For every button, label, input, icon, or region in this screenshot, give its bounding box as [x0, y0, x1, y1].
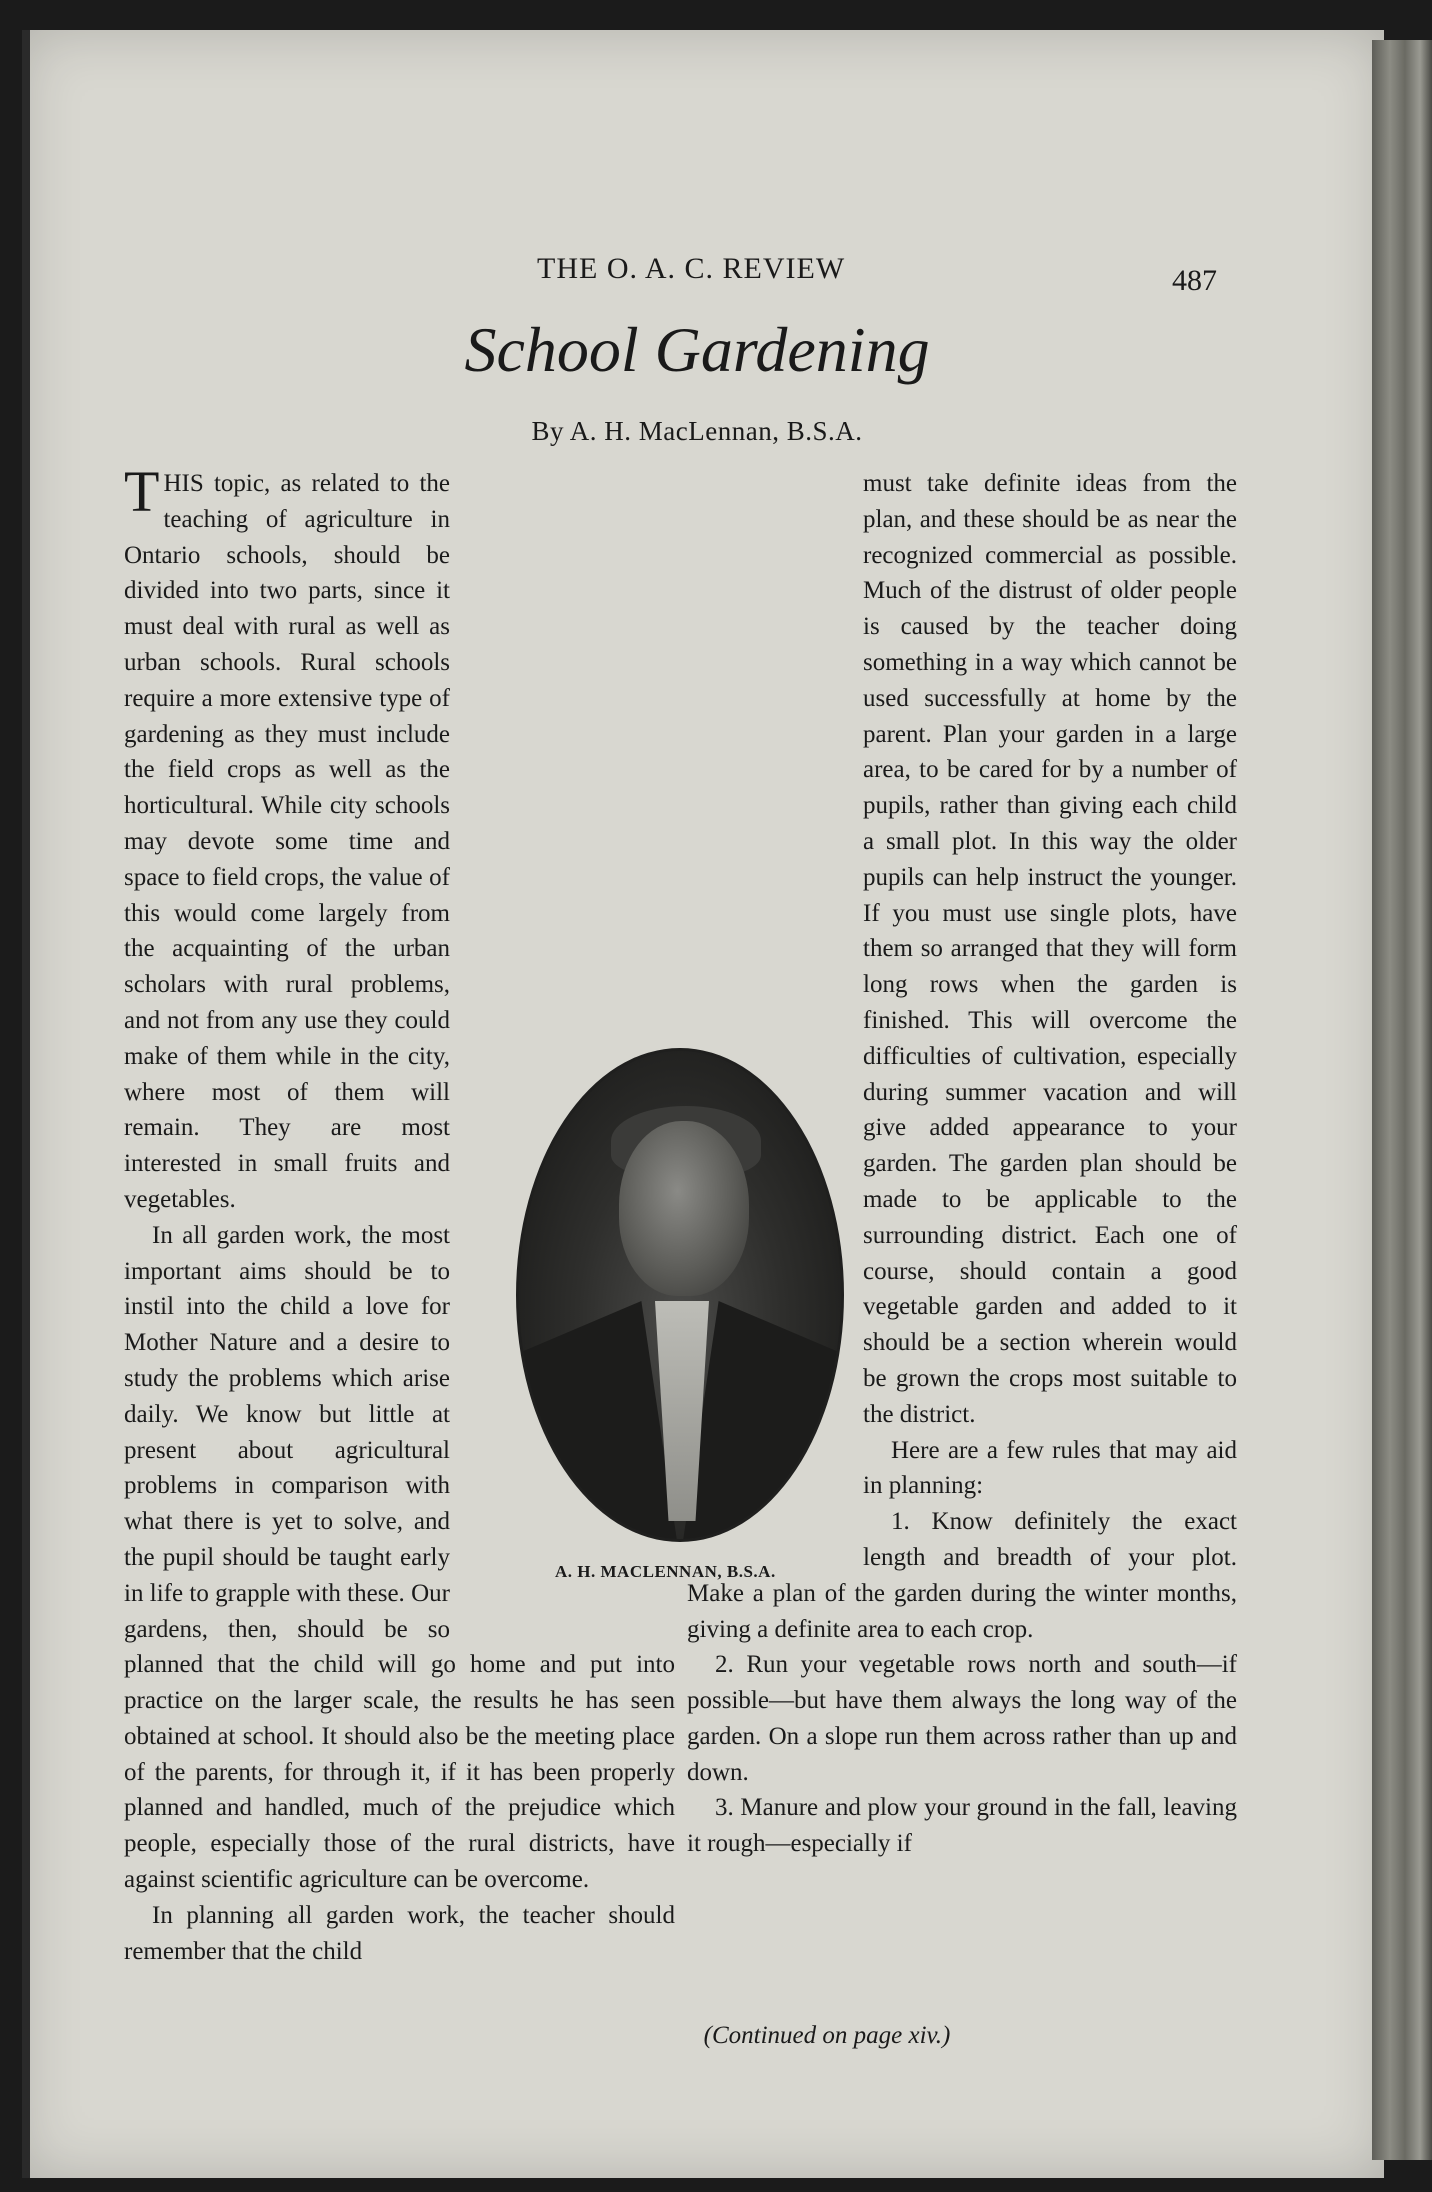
paragraph: In planning all garden work, the teacher should remember that the child [124, 1901, 675, 1965]
page-number: 487 [1172, 264, 1217, 297]
drop-cap: T [124, 459, 160, 524]
author-portrait [516, 1048, 844, 1542]
rule-item: 1. Know definitely the exact length and breadth of your plot. Make a plan of the garden during the winter months, giving a definite area to each crop. [687, 1508, 1237, 1643]
paragraph: In all garden work, the most important aims should be to instil into the child a love for Mother Nature and a desire to study the problems which arise daily. We know but little at present about agricultural problems in comparison with what there is yet to solve, and the pupil should be taught early in life to grapple with these. Our gardens, then, should be so planned that the child will go home and put into practice on the larger scale, the results he has seen obtained at school. It should also be the meeting place of the parents, for through it, if it has been properly planned and handled, much of the prejudice which people, especially those of the rural districts, have against scientific agriculture can be overcome. [124, 1221, 675, 1894]
rule-item: 2. Run your vegetable rows north and south—if possible—but have them always the long way of the garden. On a slope run them across rather than up and down. [687, 1651, 1237, 1786]
paragraph: Here are a few rules that may aid in planning: [863, 1436, 1237, 1500]
paragraph-text: HIS topic, as related to the teaching of agriculture in Ontario schools, should be divided into two parts, since it must deal with rural as well as urban schools. Rural schools require a more extensive type of gardening as they must include the field crops as well as the horticultural. While city schools may devote some time and space to field crops, the value of this would come largely from the acquainting of the urban scholars with rural problems, and not from any use they could make of them while in the city, where most of them will remain. They are most interested in small fruits and vegetables. [124, 470, 450, 1213]
book-binding [1372, 40, 1432, 2160]
portrait-face [619, 1121, 749, 1296]
byline: By A. H. MacLennan, B.S.A. [531, 416, 863, 446]
running-head: THE O. A. C. REVIEW [537, 252, 846, 285]
page [22, 30, 1384, 2178]
continued-note: (Continued on page xiv.) [703, 2022, 951, 2049]
photo-caption: A. H. MACLENNAN, B.S.A. [555, 1562, 776, 1581]
paragraph: must take definite ideas from the plan, and these should be as near the recognized commercial as possible. Much of the distrust of older people is caused by the teacher doing something in a way which cannot be used successfully at home by the parent. Plan your garden in a large area, to be cared for by a number of pupils, rather than giving each child a small plot. In this way the older pupils can help instruct the younger. If you must use single plots, have them so arranged that they will form long rows when the garden is finished. This will overcome the difficulties of cultivation, especially during summer vacation and will give added appearance to your garden. The garden plan should be made to be applicable to the surrounding district. Each one of course, should contain a good vegetable garden and added to it should be a section wherein would be grown the crops most suitable to the district. [863, 470, 1237, 1428]
article-title: School Gardening [464, 314, 930, 385]
rule-item: 3. Manure and plow your ground in the fall, leaving it rough—especially if [687, 1794, 1237, 1858]
